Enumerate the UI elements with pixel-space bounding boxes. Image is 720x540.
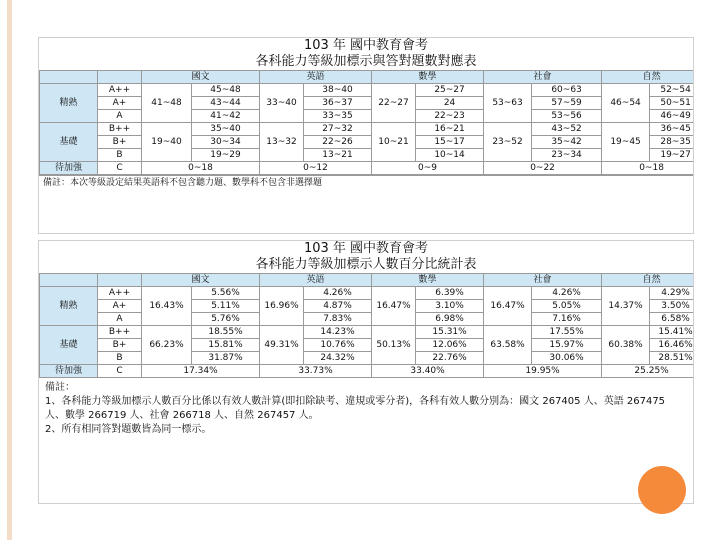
level-label: A++ [98,84,142,97]
math-total: 16.47% [372,287,416,326]
cell: 10~14 [416,149,484,162]
table2-title-main: 各科能力等級加標示人數百分比統計表 [255,257,477,272]
table-row [40,123,695,136]
cell: 19.95% [484,365,602,378]
cell: 27~32 [304,123,372,136]
header-chinese: 國文 [142,274,260,287]
cell: 36~37 [304,97,372,110]
table1-title-year: 103 年 國中教育會考 [303,38,429,53]
cell: 15.41% [650,326,694,339]
cell: 16.46% [650,339,694,352]
table-row [40,84,695,97]
level-label: B++ [98,326,142,339]
cell: 18.55% [192,326,260,339]
cell: 3.10% [416,300,484,313]
cell: 7.16% [532,313,602,326]
group-proficient: 精熟 [40,287,98,326]
cell: 5.76% [192,313,260,326]
cell: 0~22 [484,162,602,175]
cell: 7.83% [304,313,372,326]
cell: 0~18 [142,162,260,175]
english-total: 16.96% [260,287,304,326]
social-total: 63.58% [484,326,532,365]
level-label: B+ [98,339,142,352]
math-range: 22~27 [372,84,416,123]
header-science: 自然 [602,274,694,287]
cell: 14.23% [304,326,372,339]
header-corner [98,274,142,287]
accent-circle [638,466,686,514]
english-range: 33~40 [260,84,304,123]
table-row [40,136,695,149]
table-header-row [40,274,695,287]
table-panel-score-mapping [38,37,694,234]
cell: 15.31% [416,326,484,339]
chinese-range: 41~48 [142,84,192,123]
cell: 6.58% [650,313,694,326]
group-needs-improvement: 待加強 [40,365,98,378]
cell: 4.29% [650,287,694,300]
cell: 30~34 [192,136,260,149]
header-math: 數學 [372,274,484,287]
cell: 0~18 [602,162,694,175]
cell: 5.11% [192,300,260,313]
score-mapping-table [39,70,694,175]
cell: 15.97% [532,339,602,352]
cell: 6.39% [416,287,484,300]
cell: 60~63 [532,84,602,97]
header-corner [40,274,98,287]
cell: 41~42 [192,110,260,123]
cell: 57~59 [532,97,602,110]
science-range: 19~45 [602,123,650,162]
table-row [40,162,695,175]
table-row [40,287,695,300]
cell: 17.34% [142,365,260,378]
cell: 25.25% [602,365,694,378]
science-total: 14.37% [602,287,650,326]
cell: 13~21 [304,149,372,162]
note-2: 2、所有相同答對題數皆為同一標示。 [45,424,212,435]
group-needs-improvement: 待加強 [40,162,98,175]
header-math: 數學 [372,71,484,84]
cell: 36~45 [650,123,694,136]
group-basic: 基礎 [40,123,98,162]
header-corner [40,71,98,84]
table2-title-year: 103 年 國中教育會考 [303,241,429,256]
cell: 46~49 [650,110,694,123]
header-social: 社會 [484,71,602,84]
table1-note: 備註：本次等級設定結果英語科不包含聽力題、數學科不包含非選擇題 [39,175,693,191]
cell: 10.76% [304,339,372,352]
header-chinese: 國文 [142,71,260,84]
cell: 24 [416,97,484,110]
cell: 28~35 [650,136,694,149]
cell: 33.40% [372,365,484,378]
chinese-range: 19~40 [142,123,192,162]
cell: 35~42 [532,136,602,149]
science-total: 60.38% [602,326,650,365]
math-total: 50.13% [372,326,416,365]
cell: 33.73% [260,365,372,378]
cell: 12.06% [416,339,484,352]
cell: 43~44 [192,97,260,110]
cell: 4.26% [532,287,602,300]
note-1: 1、各科能力等級加標示人數百分比係以有效人數計算(即扣除缺考、違規或零分者)，各科有效人數分別為：國文 267405 人、英語 267475 人、數學 266719 人、社會 266718 人、自然 267457 人。 [45,396,666,421]
percentage-table [39,273,694,378]
cell: 33~35 [304,110,372,123]
social-total: 16.47% [484,287,532,326]
english-range: 13~32 [260,123,304,162]
cell: 5.05% [532,300,602,313]
cell: 4.87% [304,300,372,313]
cell: 53~56 [532,110,602,123]
header-corner [98,71,142,84]
table-row [40,97,695,110]
science-range: 46~54 [602,84,650,123]
cell: 19~27 [650,149,694,162]
cell: 5.56% [192,287,260,300]
table1-title-main: 各科能力等級加標示與答對題數對應表 [255,54,477,69]
social-range: 23~52 [484,123,532,162]
header-science: 自然 [602,71,694,84]
cell: 43~52 [532,123,602,136]
level-label: A+ [98,97,142,110]
cell: 38~40 [304,84,372,97]
group-proficient: 精熟 [40,84,98,123]
cell: 0~12 [260,162,372,175]
cell: 17.55% [532,326,602,339]
level-label: B++ [98,123,142,136]
notes-title: 備註： [45,382,75,393]
cell: 30.06% [532,352,602,365]
level-label: C [98,365,142,378]
group-basic: 基礎 [40,326,98,365]
cell: 25~27 [416,84,484,97]
header-english: 英語 [260,274,372,287]
level-label: A [98,110,142,123]
level-label: B+ [98,136,142,149]
level-label: B [98,149,142,162]
level-label: A+ [98,300,142,313]
table-panel-percentage [38,240,694,504]
cell: 0~9 [372,162,484,175]
cell: 6.98% [416,313,484,326]
cell: 19~29 [192,149,260,162]
chinese-total: 66.23% [142,326,192,365]
level-label: B [98,352,142,365]
cell: 15.81% [192,339,260,352]
cell: 50~51 [650,97,694,110]
header-social: 社會 [484,274,602,287]
cell: 15~17 [416,136,484,149]
cell: 45~48 [192,84,260,97]
table-row [40,300,695,313]
table-row [40,313,695,326]
cell: 23~34 [532,149,602,162]
english-total: 49.31% [260,326,304,365]
header-english: 英語 [260,71,372,84]
cell: 3.50% [650,300,694,313]
level-label: C [98,162,142,175]
table-row [40,149,695,162]
cell: 28.51% [650,352,694,365]
cell: 52~54 [650,84,694,97]
cell: 35~40 [192,123,260,136]
chinese-total: 16.43% [142,287,192,326]
table-row [40,352,695,365]
table-row [40,326,695,339]
table-row [40,339,695,352]
cell: 24.32% [304,352,372,365]
table-row [40,110,695,123]
table-header-row [40,71,695,84]
math-range: 10~21 [372,123,416,162]
cell: 16~21 [416,123,484,136]
cell: 4.26% [304,287,372,300]
level-label: A++ [98,287,142,300]
cell: 22~26 [304,136,372,149]
level-label: A [98,313,142,326]
slide-side-border [7,0,12,540]
table-row [40,365,695,378]
table2-notes [39,378,693,440]
social-range: 53~63 [484,84,532,123]
cell: 22.76% [416,352,484,365]
cell: 22~23 [416,110,484,123]
cell: 31.87% [192,352,260,365]
